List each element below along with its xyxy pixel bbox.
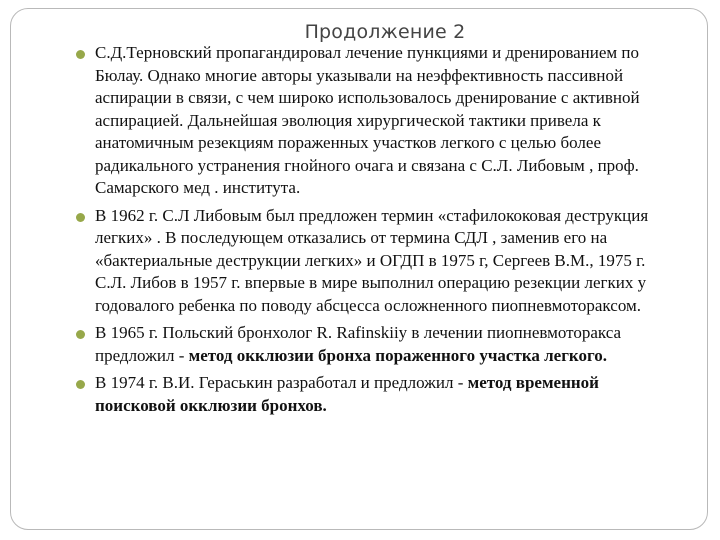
- bullet-dot-icon: [76, 213, 85, 222]
- bullet-text: В 1974 г. В.И. Гераськин разработал и предложил -: [95, 373, 468, 392]
- bullet-dot-icon: [76, 330, 85, 339]
- bullet-dot-icon: [76, 50, 85, 59]
- bullet-bold-text: метод временной поисковой окклюзии бронхов.: [95, 373, 599, 415]
- bullet-item-2: [76, 205, 676, 318]
- bullet-item-1: [76, 42, 676, 200]
- slide-title: Продолжение 2: [304, 21, 466, 43]
- bullet-dot-icon: [76, 380, 85, 389]
- bullet-list: [76, 42, 676, 422]
- bullet-text: В 1965 г. Польский бронхолог R. Rafinskiiy в лечении пиопневмоторакса предложил -: [95, 323, 622, 365]
- bullet-text: С.Д.Терновский пропагандировал лечение пункциями и дренированием по Бюлау. Однако многие авторы указывали на неэффективность пассивной аспирации в связи, с чем широко использовалось дренирование с активной аспирацией. Дальнейшая эволюция хирургической тактики привела к анатомичным резекциям пораженных участков легкого с целью более радикального устранения гнойного очага и связана с С.Л. Либовым , проф. Самарского мед . института.: [95, 43, 640, 197]
- bullet-bold-text: метод окклюзии бронха пораженного участка легкого.: [188, 345, 608, 365]
- bullet-item-3: [76, 322, 676, 367]
- bullet-item-4: [76, 372, 676, 417]
- bullet-text: В 1962 г. С.Л Либовым был предложен термин «стафилококовая деструкция легких» . В последующем отказались от термина СДЛ , заменив его на «бактериальные деструкции легких» и ОГДП в 1975 г, Сергеев В.М., 1975 г. С.Л. Либов в 1957 г. впервые в мире выполнил операцию резекции легких у годовалого ребенка по поводу абсцесса осложненного пиопневмотораксом.: [95, 205, 649, 315]
